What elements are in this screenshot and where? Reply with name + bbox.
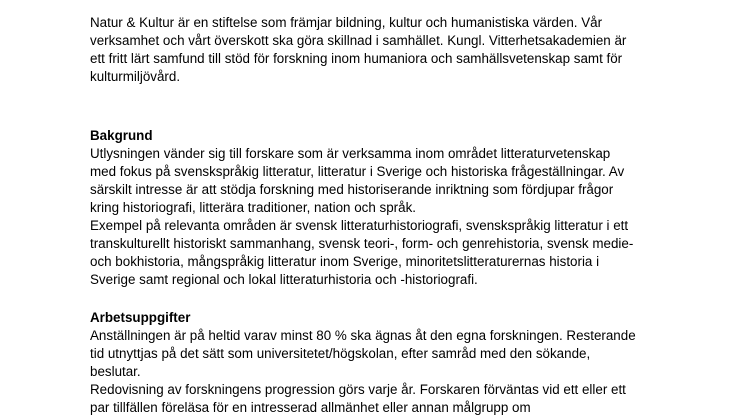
bakgrund-line: särskilt intresse är att stödja forskning med historiserande inriktning som fördjupar frågor xyxy=(90,182,614,197)
bakgrund-line: transkulturellt historiskt sammanhang, svensk teori-, form- och genrehistoria, svensk medie- xyxy=(90,236,634,251)
arbetsuppgifter-line: tid utnyttjas på det sätt som universitetet/högskolan, efter samråd med den sökande, xyxy=(90,346,591,361)
arbetsuppgifter-line: par tillfällen föreläsa för en intresserad allmänhet eller annan målgrupp om xyxy=(90,400,531,415)
bakgrund-line: med fokus på svenskspråkig litteratur, litteratur i Sverige och historiska frågeställningar. Av xyxy=(90,164,625,179)
section-heading-arbetsuppgifter: Arbetsuppgifter xyxy=(90,310,191,325)
intro-line: kulturmiljövård. xyxy=(90,69,181,84)
bakgrund-line: Utlysningen vänder sig till forskare som är verksamma inom området litteraturvetenskap xyxy=(90,146,611,161)
bakgrund-line: Exempel på relevanta områden är svensk litteraturhistoriografi, svenskspråkig litteratur i ett xyxy=(90,218,629,233)
section-heading-bakgrund: Bakgrund xyxy=(90,128,153,143)
arbetsuppgifter-line: beslutar. xyxy=(90,364,141,379)
intro-line: Natur & Kultur är en stiftelse som främjar bildning, kultur och humanistiska värden. Vår xyxy=(90,15,603,30)
bakgrund-line: Sverige samt regional och lokal litteraturhistoria och -historiografi. xyxy=(90,272,478,287)
intro-line: ett fritt lärt samfund till stöd för forskning inom humaniora och samhällsvetenskap samt för xyxy=(90,51,623,66)
arbetsuppgifter-line: Redovisning av forskningens progression görs varje år. Forskaren förväntas vid ett eller ett xyxy=(90,382,626,397)
bakgrund-line: kring historiografi, litterära traditioner, nation och språk. xyxy=(90,200,416,215)
bakgrund-line: och bokhistoria, mångspråkig litteratur inom Sverige, minoritetslitteraturernas historia i xyxy=(90,254,600,269)
arbetsuppgifter-line: Anställningen är på heltid varav minst 80 % ska ägnas åt den egna forskningen. Resterande xyxy=(90,328,636,343)
intro-line: verksamhet och vårt överskott ska göra skillnad i samhället. Kungl. Vitterhetsakademien är xyxy=(90,33,627,48)
